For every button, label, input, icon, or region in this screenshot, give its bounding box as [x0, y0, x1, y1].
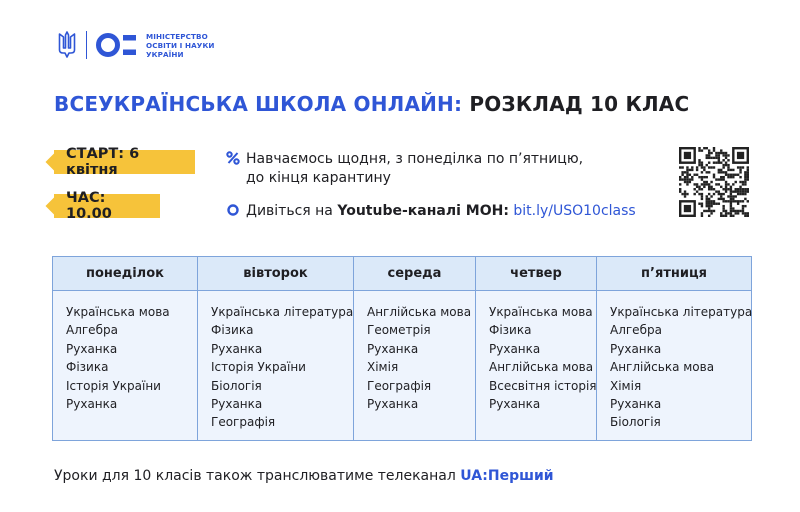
trident-icon [58, 31, 76, 59]
day-header: вівторок [243, 266, 308, 281]
subject-item: Фізика [211, 323, 254, 338]
schedule-column [354, 257, 476, 440]
subject-item: Українська мова [66, 305, 170, 319]
subject-item: Руханка [367, 396, 419, 411]
day-header: середа [387, 266, 442, 281]
youtube-link[interactable]: bit.ly/USO10class [513, 203, 636, 219]
subject-item: Українська мова [489, 305, 593, 319]
subject-item: Хімія [367, 360, 399, 375]
subject-item: Географія [211, 415, 276, 430]
footer-text: Уроки для 10 класів також транслюватиме телеканал [54, 468, 456, 484]
subject-item: Фізика [489, 323, 532, 338]
subject-list [53, 290, 197, 413]
subject-item: Фізика [66, 360, 109, 375]
subject-list [597, 290, 751, 432]
info-line-2: до кінця карантину [246, 170, 391, 186]
subject-item: Хімія [610, 378, 642, 393]
time-badge: ЧАС: 10.00 [54, 194, 160, 218]
day-header: п’ятниця [641, 266, 707, 281]
watch-prefix: Дивіться на [246, 203, 333, 219]
page-title [54, 92, 689, 116]
info-line-1: Навчаємось щодня, з понеділка по п’ятницю, [246, 151, 584, 167]
title-part-2: РОЗКЛАД 10 КЛАС [469, 92, 690, 116]
subject-item: Руханка [489, 396, 541, 411]
ministry-logo [58, 29, 215, 61]
subject-item: Геометрія [367, 323, 431, 338]
day-header: понеділок [86, 266, 164, 281]
subject-item: Руханка [211, 396, 263, 411]
schedule-table [52, 256, 752, 441]
circle-icon [226, 203, 240, 217]
title-part-1: ВСЕУКРАЇНСЬКА ШКОЛА ОНЛАЙН: [54, 92, 463, 116]
subject-item: Географія [367, 378, 432, 393]
subject-list [476, 290, 596, 413]
subject-item: Руханка [489, 341, 541, 356]
subject-item: Українська література [610, 305, 753, 319]
info-youtube [226, 202, 636, 221]
schedule-column [198, 257, 354, 440]
youtube-channel: Youtube-каналі МОН: [337, 203, 509, 219]
day-header: четвер [510, 266, 562, 281]
mon-logo-icon [96, 32, 138, 58]
subject-item: Історія України [66, 378, 161, 393]
subject-item: Руханка [66, 396, 118, 411]
subject-item: Всесвітня історія [489, 378, 597, 393]
subject-list [354, 290, 475, 413]
subject-item: Біологія [610, 415, 661, 430]
subject-item: Руханка [610, 396, 662, 411]
subject-item: Біологія [211, 378, 262, 393]
info-schedule [226, 150, 583, 188]
percent-icon [226, 151, 240, 165]
schedule-column [53, 257, 198, 440]
tv-channel: UA:Перший [460, 468, 554, 484]
ministry-name: МІНІСТЕРСТВО ОСВІТИ І НАУКИ УКРАЇНИ [146, 31, 215, 59]
subject-item: Українська література [211, 305, 354, 319]
subject-item: Руханка [66, 341, 118, 356]
footer-note [54, 468, 554, 484]
subject-list [198, 290, 353, 432]
subject-item: Руханка [211, 341, 263, 356]
schedule-column [476, 257, 597, 440]
subject-item: Руханка [367, 341, 419, 356]
subject-item: Алгебра [610, 323, 662, 338]
subject-item: Англійська мова [367, 305, 472, 319]
start-badge: СТАРТ: 6 квітня [54, 150, 195, 174]
schedule-column [597, 257, 751, 440]
logo-divider [86, 31, 87, 59]
qr-code[interactable] [679, 147, 749, 217]
subject-item: Історія України [211, 360, 306, 375]
subject-item: Руханка [610, 341, 662, 356]
subject-item: Англійська мова [489, 360, 594, 375]
subject-item: Англійська мова [610, 360, 715, 375]
subject-item: Алгебра [66, 323, 118, 338]
